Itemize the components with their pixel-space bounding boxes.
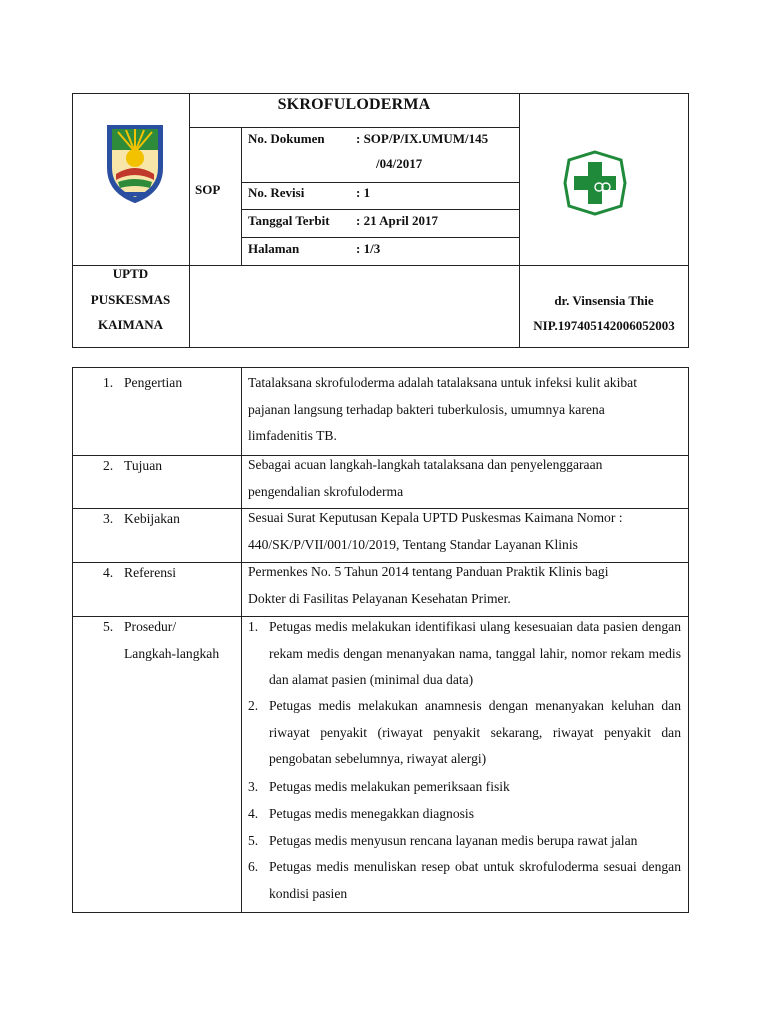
row-text-line: Sesuai Surat Keputusan Kepala UPTD Puskesmas Kaimana Nomor : [248, 510, 623, 525]
procedure-step [248, 693, 681, 773]
procedure-step-number: 1. [248, 619, 259, 634]
procedure-step-number: 3. [248, 779, 259, 794]
sop-label: SOP [195, 182, 221, 197]
document-title: SKROFULODERMA [277, 96, 431, 113]
row-number: 1. [103, 375, 114, 390]
regional-crest-icon [104, 122, 166, 206]
row-text-line: 440/SK/P/VII/001/10/2019, Tentang Standar Layanan Klinis [248, 537, 578, 552]
org-name-line3: KAIMANA [98, 317, 163, 332]
row-label-prosedur: Prosedur/ [124, 619, 177, 634]
row-label-prosedur-cont: Langkah-langkah [124, 646, 220, 661]
procedure-step-number: 2. [248, 698, 259, 713]
row-label-tujuan: Tujuan [124, 458, 163, 473]
org-name-line1: UPTD [112, 266, 149, 281]
doc-number-value: : SOP/P/IX.UMUM/145 [356, 131, 489, 146]
procedure-step [248, 854, 681, 907]
procedure-step-text: Petugas medis menuliskan resep obat untuk skrofuloderma sesuai dengan kondisi pasien [269, 859, 681, 901]
puskesmas-logo [563, 150, 627, 216]
procedure-step-number: 6. [248, 859, 259, 874]
procedure-step [248, 801, 681, 828]
row-text-line: pajanan langsung terhadap bakteri tuberkulosis, umumnya karena [248, 402, 605, 417]
row-number: 5. [103, 619, 114, 634]
procedure-step-number: 5. [248, 833, 259, 848]
row-label-kebijakan: Kebijakan [124, 511, 180, 526]
row-label-pengertian: Pengertian [124, 375, 183, 390]
issue-date-value: : 21 April 2017 [356, 213, 438, 228]
row-label-referensi: Referensi [124, 565, 177, 580]
doc-number-label: No. Dokumen [248, 131, 325, 146]
doc-number-value-cont: /04/2017 [376, 156, 423, 171]
procedure-step [248, 828, 681, 855]
procedure-step [248, 614, 681, 694]
signer-nip: NIP.197405142006052003 [533, 318, 675, 333]
procedure-step-text: Petugas medis menegakkan diagnosis [269, 806, 475, 821]
page-label: Halaman [248, 241, 300, 256]
row-number: 3. [103, 511, 114, 526]
procedure-step-text: Petugas medis melakukan pemeriksaan fisik [269, 779, 510, 794]
procedure-step-text: Petugas medis melakukan identifikasi ulang kesesuaian data pasien dengan rekam medis dengan menanyakan nama, tanggal lahir, nomor rekam medis dan alamat pasien (minimal dua data) [269, 619, 681, 687]
procedure-step-number: 4. [248, 806, 259, 821]
org-name-line2: PUSKESMAS [90, 292, 171, 307]
regional-crest-logo [104, 122, 166, 206]
revision-value: : 1 [356, 185, 371, 200]
procedure-step [248, 774, 681, 801]
procedure-step-text: Petugas medis menyusun rencana layanan medis berupa rawat jalan [269, 833, 638, 848]
row-number: 4. [103, 565, 114, 580]
row-text-line: Permenkes No. 5 Tahun 2014 tentang Panduan Praktik Klinis bagi [248, 564, 609, 579]
issue-date-label: Tanggal Terbit [248, 213, 330, 228]
signer-name: dr. Vinsensia Thie [554, 293, 654, 308]
puskesmas-cross-icon [563, 150, 627, 216]
row-text-line: Dokter di Fasilitas Pelayanan Kesehatan Primer. [248, 591, 511, 606]
procedure-step-text: Petugas medis melakukan anamnesis dengan menanyakan keluhan dan riwayat penyakit (riwayat penyakit sekarang, riwayat penyakit dan pengobatan sebelumnya, riwayat alergi) [269, 698, 681, 766]
row-text-line: limfadenitis TB. [248, 428, 337, 443]
row-text-line: pengendalian skrofuloderma [248, 484, 404, 499]
row-text-line: Tatalaksana skrofuloderma adalah tatalaksana untuk infeksi kulit akibat [248, 375, 637, 390]
row-text-line: Sebagai acuan langkah-langkah tatalaksana dan penyelenggaraan [248, 457, 603, 472]
page-value: : 1/3 [356, 241, 381, 256]
row-number: 2. [103, 458, 114, 473]
revision-label: No. Revisi [248, 185, 305, 200]
